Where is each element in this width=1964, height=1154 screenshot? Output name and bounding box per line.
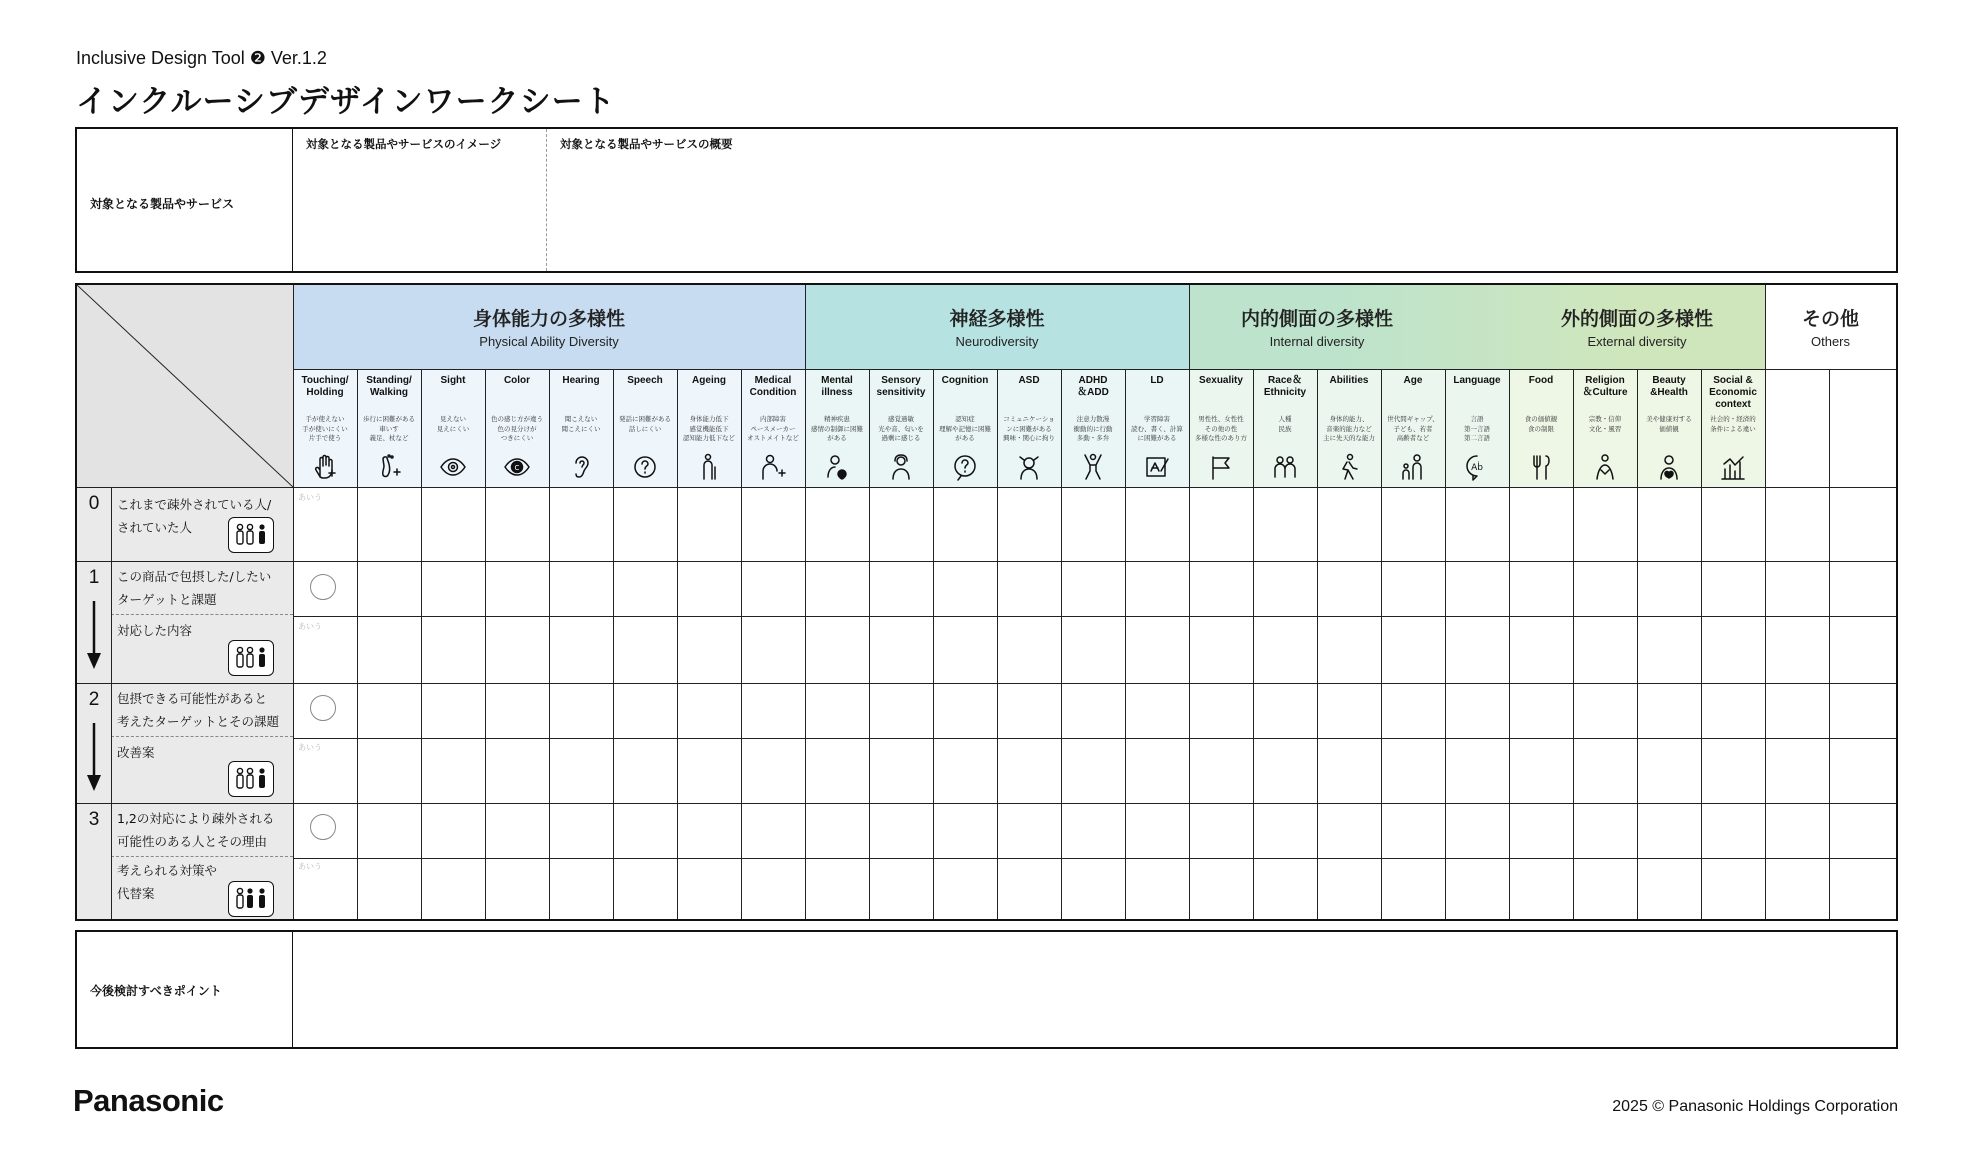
asd-icon <box>1015 453 1043 481</box>
band-physical <box>293 285 805 369</box>
column-header <box>549 369 613 487</box>
column-header <box>1253 369 1317 487</box>
product-image-label: 対象となる製品やサービスのイメージ <box>306 137 502 151</box>
placeholder-text: あいう <box>298 862 322 871</box>
eye-icon <box>439 453 467 481</box>
hand-icon <box>311 453 339 481</box>
row-3-num: 3 <box>88 809 100 830</box>
row-2-line1: 包摂できる可能性があると <box>117 691 268 706</box>
column-description: 色の感じ方が違う 色の見分けが つきにくい <box>491 415 543 442</box>
row-0-num: 0 <box>88 493 100 514</box>
column-title: Food <box>1528 375 1554 386</box>
row-3-line2: 可能性のある人とその理由 <box>117 834 268 849</box>
column-title: Sexuality <box>1199 375 1243 386</box>
column-header <box>1509 369 1573 487</box>
row-0-line1: これまで疎外されている人/ <box>117 497 272 512</box>
column-title: Sensory sensitivity <box>876 375 926 398</box>
column-header <box>1125 369 1189 487</box>
column-header <box>1573 369 1637 487</box>
band-others-jp: その他 <box>1801 308 1859 330</box>
column-header <box>1701 369 1765 487</box>
column-title: Abilities <box>1329 375 1369 386</box>
grid-corner <box>77 285 293 487</box>
flag-icon <box>1207 453 1235 481</box>
row-1-line2: ターゲットと課題 <box>117 592 217 607</box>
column-header <box>613 369 677 487</box>
elder-icon <box>695 453 723 481</box>
column-header <box>1381 369 1445 487</box>
band-external-jp: 外的側面の多様性 <box>1560 308 1713 330</box>
column-description: 学習障害 読む、書く、計算 に困難がある <box>1131 415 1183 442</box>
column-header <box>741 369 805 487</box>
product-label-cell <box>77 129 293 271</box>
column-title: Medical Condition <box>749 375 797 398</box>
people-icon-box <box>228 881 274 917</box>
column-description: 男性性、女性性 その他の性 多様な性のあり方 <box>1195 415 1247 442</box>
band-others <box>1765 285 1896 369</box>
column-description: 美や健康対する 価値観 <box>1646 415 1692 433</box>
panasonic-logo: Panasonic <box>73 1083 224 1118</box>
column-description: 言語 第一言語 第二言語 <box>1464 415 1490 442</box>
check-circle[interactable] <box>310 695 336 721</box>
column-title: Beauty &Health <box>1650 375 1688 398</box>
arrow-down-icon <box>84 601 104 671</box>
future-label: 今後検討すべきポイント <box>90 984 222 998</box>
people-icon <box>229 762 273 796</box>
copyright: 2025 © Panasonic Holdings Corporation <box>1612 1098 1898 1115</box>
product-box <box>75 127 1898 273</box>
column-title: Hearing <box>562 375 600 386</box>
placeholder-text: あいう <box>298 743 322 752</box>
band-neuro-jp: 神経多様性 <box>949 308 1045 330</box>
column-description: 精神疾患 感情の制御に困難 がある <box>811 415 863 442</box>
future-label-cell <box>77 932 293 1047</box>
religion-icon <box>1591 453 1619 481</box>
product-summary-area[interactable] <box>547 129 1896 271</box>
column-description: 身体能力低下 感覚機能低下 認知能力低下など <box>683 415 735 442</box>
people-icon <box>229 518 273 552</box>
column-description: 食の価値観 食の制限 <box>1524 415 1558 433</box>
column-title: Touching/ Holding <box>301 375 349 398</box>
column-description: 聞こえない 聞こえにくい <box>561 415 601 433</box>
column-description: 社会的・経済的 条件による違い <box>1710 415 1756 433</box>
svg-text:Aḃ: Aḃ <box>1471 463 1483 473</box>
check-circle[interactable] <box>310 574 336 600</box>
column-header <box>1189 369 1253 487</box>
people-icon <box>229 882 273 916</box>
column-header <box>997 369 1061 487</box>
column-header <box>357 369 421 487</box>
column-description: 身体的能力、 音楽的能力など 主に先天的な能力 <box>1323 415 1375 442</box>
band-internal-external <box>1189 285 1765 369</box>
product-image-area[interactable] <box>293 129 547 271</box>
placeholder-text: あいう <box>298 622 322 631</box>
column-header <box>1445 369 1509 487</box>
row-1-sub: 対応した内容 <box>117 623 193 638</box>
column-title: Age <box>1403 375 1423 386</box>
arrow-down-icon <box>84 723 104 793</box>
column-title: Race＆ Ethnicity <box>1263 375 1307 398</box>
question-icon <box>951 453 979 481</box>
check-circle[interactable] <box>310 814 336 840</box>
band-others-en: Others <box>1810 334 1850 349</box>
speech-icon <box>631 453 659 481</box>
column-description: 感覚過敏 光や音、匂いを 過剰に感じる <box>878 415 924 442</box>
future-points-box <box>75 930 1898 1049</box>
people-icon-box <box>228 517 274 553</box>
row-1-label <box>77 561 293 683</box>
row-0-line2: されていた人 <box>117 520 193 535</box>
column-header <box>677 369 741 487</box>
people-icon-box <box>228 761 274 797</box>
row-3-sub2: 代替案 <box>117 886 155 901</box>
band-internal-jp: 内的側面の多様性 <box>1240 308 1393 330</box>
svg-text:C: C <box>514 464 520 472</box>
column-header <box>293 369 357 487</box>
column-header <box>421 369 485 487</box>
product-label: 対象となる製品やサービス <box>90 197 235 211</box>
row-3-sub1: 考えられる対策や <box>117 863 218 878</box>
ability-icon <box>1335 453 1363 481</box>
row-0-label <box>77 487 293 561</box>
row-3-label <box>77 803 293 921</box>
people-icon-box <box>228 640 274 676</box>
adhd-icon <box>1079 453 1107 481</box>
product-summary-label: 対象となる製品やサービスの概要 <box>560 137 733 151</box>
column-header <box>1637 369 1701 487</box>
band-internal-en: Internal diversity <box>1269 334 1365 349</box>
mental-icon <box>823 453 851 481</box>
sensory-icon <box>887 453 915 481</box>
language-icon <box>1463 453 1491 481</box>
column-title: ADHD ＆ADD <box>1077 375 1109 398</box>
column-title: Cognition <box>941 375 989 386</box>
ear-icon <box>567 453 595 481</box>
column-title: Speech <box>627 375 663 386</box>
column-description: 見えない 見えにくい <box>436 415 470 433</box>
column-header <box>1061 369 1125 487</box>
beauty-icon <box>1655 453 1683 481</box>
column-header <box>1317 369 1381 487</box>
people-icon <box>1271 453 1299 481</box>
food-icon <box>1527 453 1555 481</box>
placeholder-text: あいう <box>298 493 322 502</box>
column-description: 認知症 理解や記憶に困難 がある <box>939 415 991 442</box>
column-description: 世代間ギャップ、 子ども、若者 高齢者など <box>1387 415 1439 442</box>
foot-icon <box>375 453 403 481</box>
diversity-grid <box>75 283 1898 921</box>
band-physical-jp: 身体能力の多様性 <box>472 308 625 330</box>
sheet-title: インクルーシブデザインワークシート <box>76 84 616 120</box>
age-icon <box>1399 453 1427 481</box>
chart-icon <box>1719 453 1747 481</box>
band-neuro <box>805 285 1189 369</box>
column-description: 発話に困難がある 話しにくい <box>619 415 671 433</box>
band-physical-en: Physical Ability Diversity <box>479 334 619 349</box>
row-3-line1: 1,2の対応により疎外される <box>117 811 275 826</box>
column-header <box>869 369 933 487</box>
column-title: Sight <box>440 375 466 386</box>
column-header <box>485 369 549 487</box>
column-description: 注意力散漫 衝動的に行動 多動・多弁 <box>1073 415 1113 442</box>
column-title: Standing/ Walking <box>366 375 412 398</box>
column-title: Language <box>1453 375 1501 386</box>
row-2-label <box>77 683 293 803</box>
column-description: 歩行に困難がある 車いす 義足、杖など <box>363 415 415 442</box>
medical-icon <box>759 453 787 481</box>
column-description: 内部障害 ペースメーカー オストメイトなど <box>747 415 799 442</box>
column-description: 人種 民族 <box>1278 415 1292 433</box>
band-external-en: External diversity <box>1587 334 1687 349</box>
tool-title: Inclusive Design Tool ❷ Ver.1.2 <box>76 48 327 68</box>
people-icon <box>229 641 273 675</box>
row-2-sub: 改善案 <box>117 745 155 760</box>
column-title: Ageing <box>692 375 726 386</box>
column-description: 宗教・信仰 文化・風習 <box>1588 415 1622 433</box>
column-title: Social & Economic context <box>1709 375 1757 410</box>
column-description: 手が使えない 手が使いにくい 片手で使う <box>302 415 348 442</box>
column-title: Mental illness <box>821 375 853 398</box>
column-header <box>933 369 997 487</box>
column-title: ASD <box>1018 375 1040 386</box>
row-2-num: 2 <box>88 689 100 710</box>
column-header <box>805 369 869 487</box>
band-neuro-en: Neurodiversity <box>955 334 1039 349</box>
row-1-num: 1 <box>88 567 100 588</box>
column-description: コミュニケーショ ンに困難がある 興味・関心に拘り <box>1003 415 1055 442</box>
column-title: Color <box>503 375 531 386</box>
row-1-line1: この商品で包摂した/したい <box>117 569 272 584</box>
color-eye-icon <box>503 453 531 481</box>
row-2-line2: 考えたターゲットとその課題 <box>117 714 280 729</box>
column-title: Religion ＆Culture <box>1582 375 1628 398</box>
ld-icon <box>1143 453 1171 481</box>
column-title: LD <box>1150 375 1164 386</box>
